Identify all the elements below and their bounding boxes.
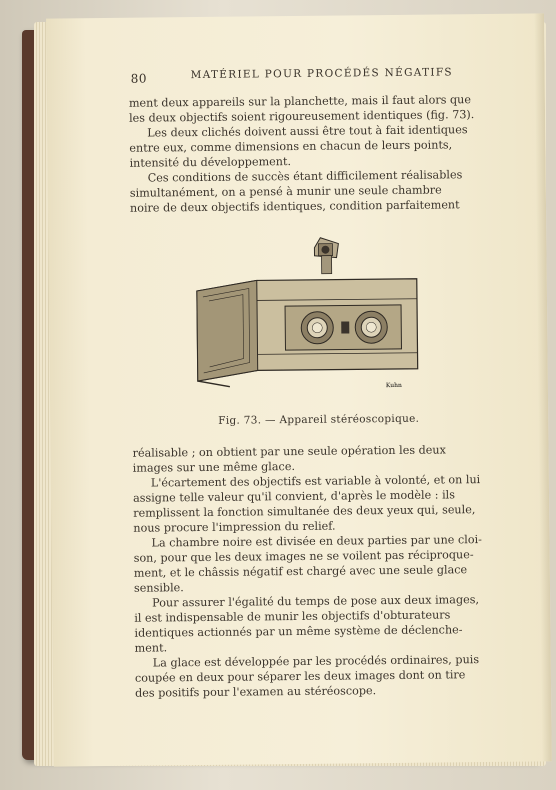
camera-left-lens: [301, 312, 333, 344]
text-line: des positifs pour l'examen au stéréoscope.: [135, 684, 377, 700]
text-line: Ces conditions de succès étant difficilement réalisables: [147, 168, 463, 185]
text-line: les deux objectifs soient rigoureusement identiques (fig. 73).: [128, 108, 475, 125]
camera-shutter: [341, 321, 349, 333]
text-line: simultanément, on a pensé à munir une seule chambre: [129, 183, 442, 200]
text-block-top: [129, 91, 540, 215]
stereo-camera-illustration: [188, 229, 430, 392]
text-line: remplissent la fonction simultanée des deux yeux qui, seule,: [133, 503, 476, 520]
text-line: images sur une même glace.: [132, 460, 296, 475]
text-line: intensité du développement.: [129, 155, 292, 170]
artist-signature: Kuhn: [385, 381, 402, 390]
text-block-bottom: [132, 441, 545, 700]
text-line: ment.: [134, 641, 168, 655]
figure-caption: Fig. 73. — Appareil stéréoscopique.: [218, 412, 420, 427]
text-line: identiques actionnés par un même système de déclenche-: [134, 623, 463, 640]
text-line: il est indispensable de munir les objectifs d'obturateurs: [134, 608, 451, 625]
camera-right-lens: [355, 311, 387, 343]
text-line: La chambre noire est divisée en deux parties par une cloi-: [151, 533, 482, 550]
text-line: sensible.: [133, 581, 184, 595]
camera-viewfinder: [314, 238, 338, 274]
text-line: entre eux, comme dimensions en chacun de leurs points,: [129, 138, 453, 155]
text-line: coupée en deux pour séparer les deux images dont on tire: [134, 668, 466, 685]
text-line: assigne telle valeur qu'il convient, d'après le modèle : ils: [132, 488, 456, 505]
text-line: réalisable ; on obtient par une seule opération les deux: [132, 443, 446, 460]
page-number: 80: [130, 71, 148, 86]
page-header: [131, 68, 531, 90]
text-line: La glace est développée par les procédés ordinaires, puis: [152, 653, 480, 670]
text-line: ment, et le châssis négatif est chargé avec une seule glace: [133, 563, 468, 580]
text-line: nous procure l'impression du relief.: [133, 519, 336, 535]
text-line: son, pour que les deux images ne se voilent pas réciproque-: [133, 548, 474, 565]
text-line: Pour assurer l'égalité du temps de pose aux deux images,: [152, 593, 480, 610]
text-line: ment deux appareils sur la planchette, mais il faut alors que: [128, 93, 472, 110]
text-line: Les deux clichés doivent aussi être tout à fait identiques: [147, 123, 468, 140]
running-head: MATÉRIEL POUR PROCÉDÉS NÉGATIFS: [190, 66, 453, 82]
text-line: noire de deux objectifs identiques, condition parfaitement: [129, 198, 460, 215]
book-page: [46, 13, 552, 766]
text-line: L'écartement des objectifs est variable à volonté, et on lui: [150, 473, 481, 490]
